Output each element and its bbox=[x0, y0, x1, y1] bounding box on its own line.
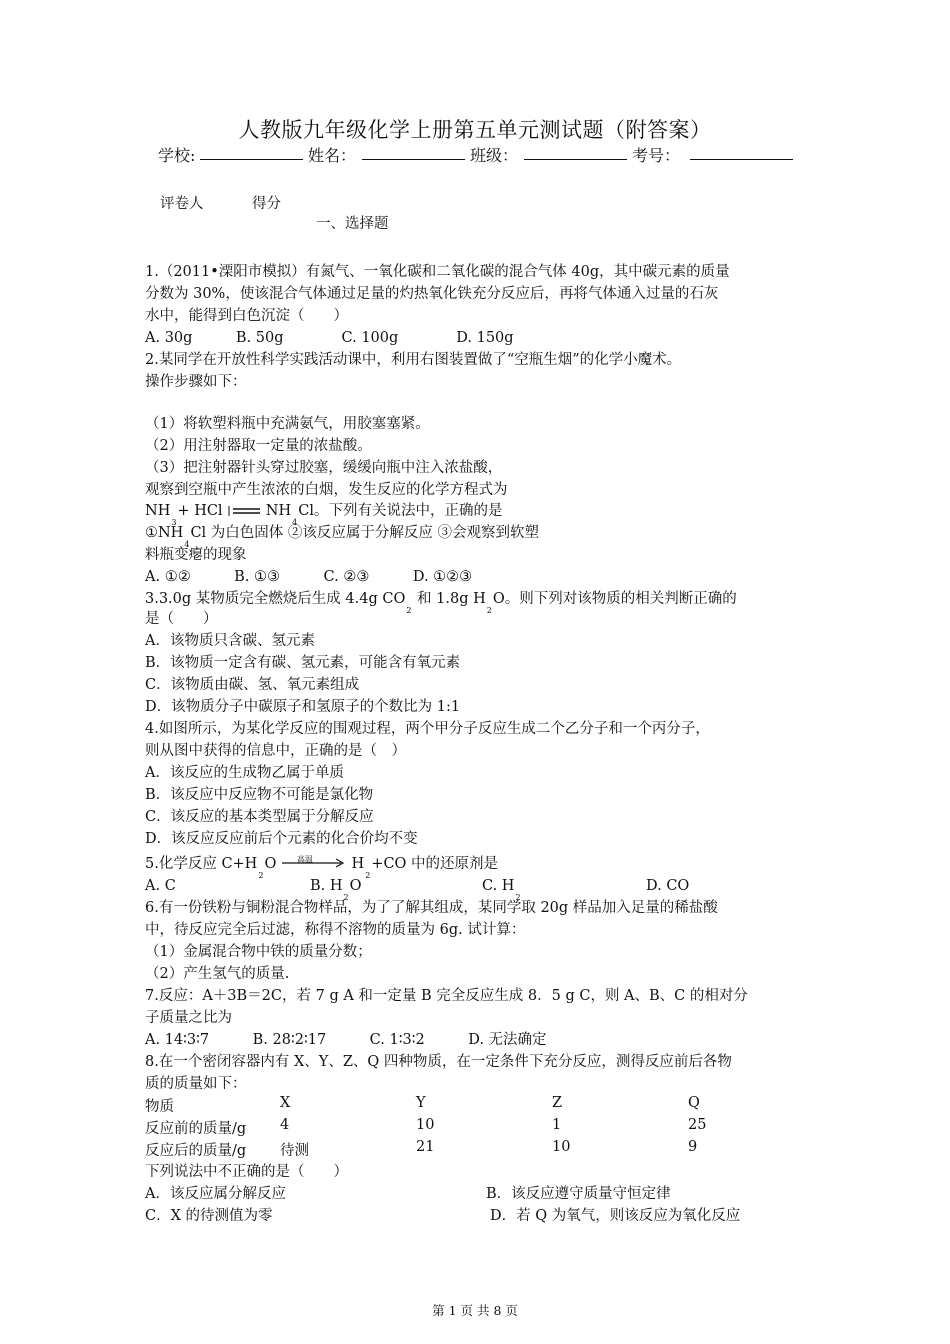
q2-eq-hcl: + HCl bbox=[177, 503, 223, 519]
page-footer: 第 1 页 共 8 页 bbox=[432, 1303, 518, 1318]
q5-option-a: A. C bbox=[145, 878, 176, 894]
q5-b-sub: 2 bbox=[343, 893, 349, 902]
name-label: 姓名： bbox=[308, 146, 357, 165]
q4-option-d: D．该反应反应前后个元素的化合价均不变 bbox=[145, 831, 418, 847]
table-cell: 10 bbox=[552, 1139, 571, 1155]
q2-eq-nh3: NH bbox=[145, 503, 171, 519]
q2-eq-tail: Cl。下列有关说法中，正确的是 bbox=[298, 503, 503, 519]
exam-no-label: 考号： bbox=[632, 146, 681, 165]
q6-step2: （2）产生氢气的质量. bbox=[145, 966, 290, 982]
q5-sub-h2o: 2 bbox=[258, 871, 264, 880]
q8-line2: 质的质量如下： bbox=[145, 1076, 247, 1092]
section-heading: 一、选择题 bbox=[316, 216, 389, 232]
q5-l1b: O bbox=[264, 856, 277, 872]
q2-statements-2: 料瓶变瘪的现象 bbox=[145, 547, 247, 563]
q1-options: A. 30g B. 50g C. 100g D. 150g bbox=[145, 330, 514, 346]
q1-line1: 1.（2011•溧阳市模拟）有氮气、一氧化碳和二氧化碳的混合气体 40g，其中碳元素的质量 bbox=[145, 264, 730, 280]
table-header-substance: 物质 bbox=[145, 1099, 174, 1115]
q2-line1: 2.某同学在开放性科学实践活动课中，利用右图装置做了“空瓶生烟”的化学小魔术。 bbox=[145, 352, 682, 368]
table-cell: 10 bbox=[416, 1117, 435, 1133]
school-label: 学校: bbox=[158, 146, 196, 165]
q3-l1a: 3.3.0g 某物质完全燃烧后生成 4.4g CO bbox=[145, 591, 406, 607]
table-header-y: Y bbox=[416, 1095, 426, 1111]
q3-line1 bbox=[145, 588, 737, 615]
q7-line2: 子质量之比为 bbox=[145, 1010, 232, 1026]
table-header-q: Q bbox=[688, 1095, 700, 1111]
q8-line1: 8.在一个密闭容器内有 X、Y、Z、Q 四种物质，在一定条件下充分反应，测得反应前后各物 bbox=[145, 1054, 732, 1070]
q7-options: A. 14∶3∶7 B. 28∶2∶17 C. 1∶3∶2 D. 无法确定 bbox=[145, 1032, 547, 1048]
table-header-z: Z bbox=[552, 1095, 563, 1111]
name-blank bbox=[362, 143, 465, 160]
q2-step1: （1）将软塑料瓶中充满氨气，用胶塞塞紧。 bbox=[145, 416, 430, 432]
q2-options: A. ①② B. ①③ C. ②③ D. ①②③ bbox=[145, 569, 473, 585]
q3-option-d: D．该物质分子中碳原子和氢原子的个数比为 1:1 bbox=[145, 699, 461, 715]
table-header-x: X bbox=[280, 1095, 291, 1111]
q5-b-o: O bbox=[349, 878, 362, 894]
q8-option-d: D．若 Q 为氧气，则该反应为氧化反应 bbox=[490, 1208, 741, 1224]
class-blank bbox=[524, 143, 627, 160]
q5-c-h: C. H bbox=[482, 878, 515, 894]
q6-line2: 中，待反应完全后过滤，称得不溶物的质量为 6g. 试计算： bbox=[145, 922, 526, 938]
q5-b-h: B. H bbox=[310, 878, 343, 894]
q3-sub-h2: 2 bbox=[486, 606, 492, 615]
equal-arrow-icon bbox=[227, 505, 261, 517]
q1-line3: 水中，能得到白色沉淀（ ） bbox=[145, 308, 348, 324]
q3-option-a: A．该物质只含碳、氢元素 bbox=[145, 633, 315, 649]
q2-eq-sub4: 4 bbox=[292, 518, 298, 527]
q2-eq-sub3: 3 bbox=[171, 518, 177, 527]
grader-label: 评卷人 bbox=[160, 196, 204, 212]
table-cell: 反应前的质量/g bbox=[145, 1121, 247, 1137]
school-blank bbox=[200, 143, 303, 160]
table-cell: 4 bbox=[280, 1117, 290, 1133]
q2-st-sub4: 4 bbox=[184, 540, 190, 549]
q2-eq-nh4: NH bbox=[265, 503, 292, 519]
q4-option-c: C．该反应的基本类型属于分解反应 bbox=[145, 809, 374, 825]
q8-option-a: A．该反应属分解反应 bbox=[145, 1186, 286, 1202]
q2-st1a: ①NH bbox=[145, 525, 184, 541]
q5-l1d: +CO 中的还原剂是 bbox=[371, 856, 499, 872]
q5-c-sub: 2 bbox=[515, 893, 521, 902]
table-cell: 1 bbox=[552, 1117, 562, 1133]
table-cell: 9 bbox=[688, 1139, 698, 1155]
score-label: 得分 bbox=[252, 196, 281, 212]
class-label: 班级： bbox=[470, 146, 519, 165]
q2-step3: （3）把注射器针头穿过胶塞，缓缓向瓶中注入浓盐酸， bbox=[145, 460, 503, 476]
q5-option-c bbox=[482, 875, 522, 902]
q3-sub-co2: 2 bbox=[406, 606, 412, 615]
q5-l1c: H bbox=[351, 856, 365, 872]
q5-condition: 高温 bbox=[296, 855, 313, 864]
q5-l1a: 5.化学反应 C+H bbox=[145, 856, 258, 872]
q3-line2: 是（ ） bbox=[145, 611, 218, 627]
q6-step1: （1）金属混合物中铁的质量分数； bbox=[145, 944, 372, 960]
q3-l1b: 和 1.8g H bbox=[417, 591, 486, 607]
q4-line2: 则从图中获得的信息中，正确的是（ ） bbox=[145, 743, 406, 759]
q4-option-b: B．该反应中反应物不可能是氯化物 bbox=[145, 787, 374, 803]
q4-option-a: A．该反应的生成物乙属于单质 bbox=[145, 765, 344, 781]
right-arrow-icon bbox=[281, 854, 347, 870]
q6-line1: 6.有一份铁粉与铜粉混合物样品，为了了解其组成，某同学取 20g 样品加入足量的稀盐酸 bbox=[145, 900, 718, 916]
q2-step2: （2）用注射器取一定量的浓盐酸。 bbox=[145, 438, 372, 454]
q1-line2: 分数为 30%，使该混合气体通过足量的灼热氧化铁充分反应后，再将气体通入过量的石灰 bbox=[145, 286, 719, 302]
q2-st1b: Cl 为白色固体 ②该反应属于分解反应 ③会观察到软塑 bbox=[190, 525, 539, 541]
q8-line3: 下列说法中不正确的是（ ） bbox=[145, 1164, 348, 1180]
exam-no-blank bbox=[690, 143, 793, 160]
q3-l1c: O。则下列对该物质的相关判断正确的 bbox=[492, 591, 737, 607]
q2-step4: 观察到空瓶中产生浓浓的白烟，发生反应的化学方程式为 bbox=[145, 482, 508, 498]
q5-line1 bbox=[145, 853, 499, 880]
table-cell: 反应后的质量/g bbox=[145, 1143, 247, 1159]
q4-line1: 4.如图所示，为某化学反应的围观过程，两个甲分子反应生成二个乙分子和一个丙分子， bbox=[145, 721, 710, 737]
q2-statements-1 bbox=[145, 522, 539, 549]
table-cell: 待测 bbox=[280, 1143, 309, 1159]
reaction-arrow bbox=[281, 854, 347, 870]
table-cell: 25 bbox=[688, 1117, 707, 1133]
q2-line2: 操作步骤如下： bbox=[145, 374, 247, 390]
q3-option-c: C．该物质由碳、氢、氧元素组成 bbox=[145, 677, 360, 693]
q5-option-b bbox=[310, 875, 362, 902]
q3-option-b: B．该物质一定含有碳、氢元素，可能含有氧元素 bbox=[145, 655, 461, 671]
q2-equation bbox=[145, 500, 503, 527]
q7-line1: 7.反应：A＋3B＝2C，若 7 g A 和一定量 B 完全反应生成 8．5 g C，则 A、B、C 的相对分 bbox=[145, 988, 748, 1004]
q5-sub-h2: 2 bbox=[365, 871, 371, 880]
q5-option-d: D. CO bbox=[646, 878, 690, 894]
table-cell: 21 bbox=[416, 1139, 435, 1155]
q8-option-b: B．该反应遵守质量守恒定律 bbox=[486, 1186, 671, 1202]
page-title: 人教版九年级化学上册第五单元测试题（附答案） bbox=[238, 118, 712, 142]
q8-option-c: C．X 的待测值为零 bbox=[145, 1208, 273, 1224]
